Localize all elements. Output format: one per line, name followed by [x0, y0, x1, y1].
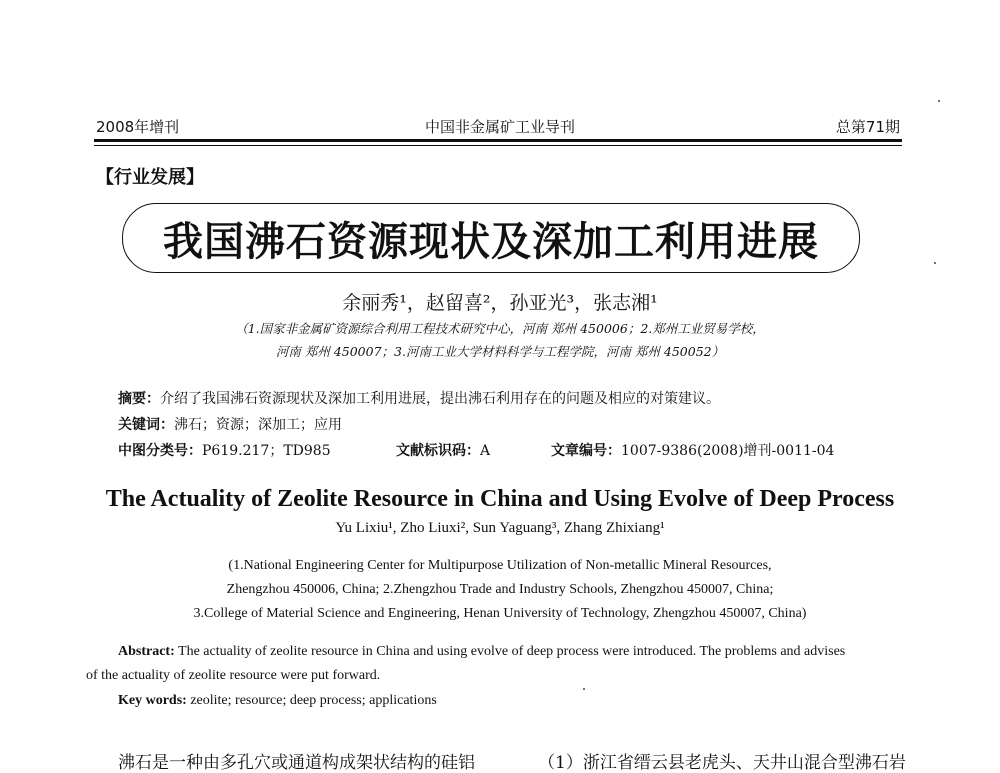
affiliation-cn-line1: （1.国家非金属矿资源综合利用工程技术研究中心，河南 郑州 450006；2.郑州工业贸易学校， [235, 321, 765, 336]
abstract-cn-label: 摘要： [118, 391, 160, 407]
abstract-en-line1 [118, 644, 845, 660]
authors-en: Yu Lixiu¹, Zho Liuxi², Sun Yaguang³, Zhang Zhixiang¹ [335, 520, 665, 536]
authors-cn: 余丽秀¹，赵留喜²，孙亚光³，张志湘¹ [342, 292, 658, 314]
abstract-cn [118, 388, 720, 408]
classification-label: 中图分类号： [118, 443, 202, 459]
header-rule-thin [94, 145, 902, 146]
classification-number [118, 440, 331, 460]
article-number-value: 1007-9386(2008)增刊-0011-04 [621, 443, 835, 459]
header-issue-year: 2008年增刊 [96, 118, 180, 136]
document-code-label: 文献标识码： [396, 443, 480, 459]
affiliation-en-line2: Zhengzhou 450006, China; 2.Zhengzhou Trade and Industry Schools, Zhengzhou 450007, China; [226, 582, 774, 597]
header-issue-number: 总第71期 [835, 118, 900, 136]
abstract-en-label: Abstract: [118, 644, 175, 659]
scan-speck [583, 688, 585, 690]
affiliation-en-line3: 3.College of Material Science and Engineering, Henan University of Technology, Zhengzhou 450007, China) [193, 606, 807, 621]
header-journal-name: 中国非金属矿工业导刊 [424, 118, 575, 136]
scan-speck [934, 262, 936, 264]
keywords-cn-label: 关键词： [118, 417, 174, 433]
document-code [396, 440, 490, 460]
keywords-cn [118, 414, 342, 434]
article-number-label: 文章编号： [551, 443, 621, 459]
body-right-column-start: （1）浙江省缙云县老虎头、天井山混合型沸石岩 [538, 753, 906, 773]
body-left-column-start: 沸石是一种由多孔穴或通道构成架状结构的硅铝 [118, 753, 475, 773]
document-code-value: A [480, 443, 491, 459]
classification-value: P619.217；TD985 [202, 443, 331, 459]
affiliation-cn-line2: 河南 郑州 450007；3.河南工业大学材料科学与工程学院，河南 郑州 450052） [275, 344, 725, 359]
keywords-en-label: Key words: [118, 693, 187, 708]
title-cn: 我国沸石资源现状及深加工利用进展 [163, 219, 819, 265]
affiliation-en-line1: (1.National Engineering Center for Multipurpose Utilization of Non-metallic Mineral Resources, [228, 558, 772, 573]
keywords-cn-text: 沸石；资源；深加工；应用 [174, 417, 342, 433]
abstract-en-line2: of the actuality of zeolite resource were put forward. [86, 668, 381, 683]
title-en: The Actuality of Zeolite Resource in China and Using Evolve of Deep Process [105, 486, 895, 512]
abstract-cn-text: 介绍了我国沸石资源现状及深加工利用进展，提出沸石利用存在的问题及相应的对策建议。 [160, 391, 720, 407]
abstract-en-text-line1: The actuality of zeolite resource in China and using evolve of deep process were introduced. The problems and advises [178, 644, 846, 659]
article-number [551, 440, 834, 460]
keywords-en-text: zeolite; resource; deep process; applications [190, 693, 437, 708]
keywords-en [118, 693, 437, 709]
section-tag: 【行业发展】 [96, 167, 204, 188]
header-rule-thick [94, 139, 902, 142]
scan-speck [938, 100, 940, 102]
